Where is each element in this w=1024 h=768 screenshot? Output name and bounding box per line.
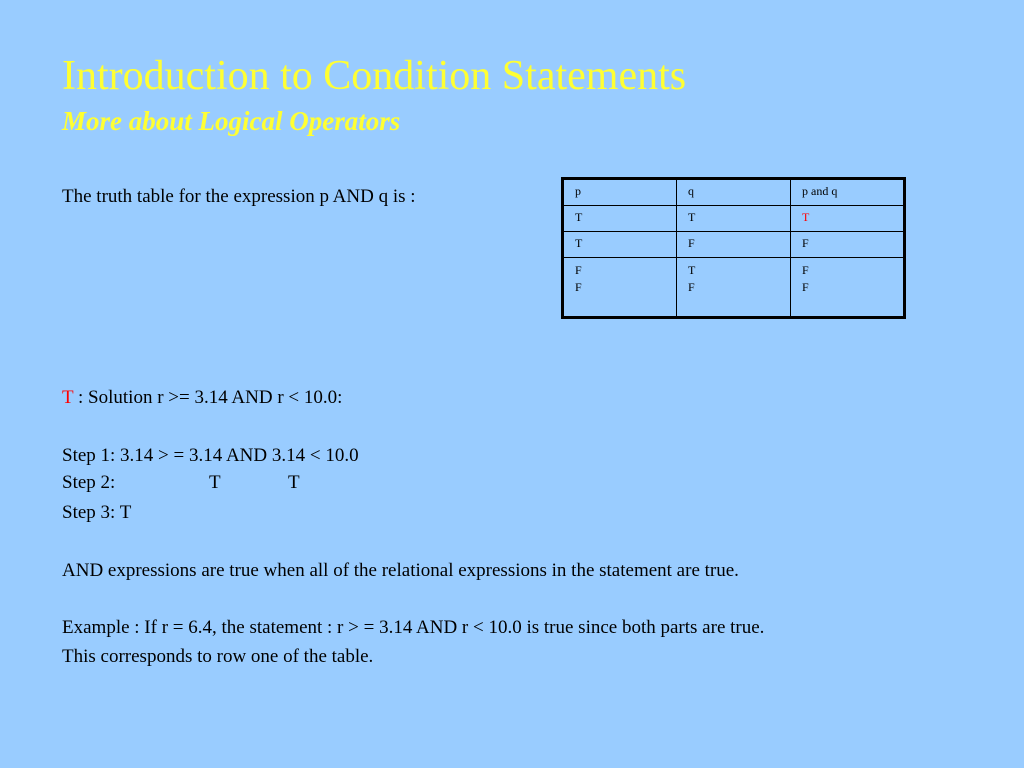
solution-line bbox=[62, 387, 342, 409]
header-cell-p: p bbox=[563, 179, 677, 206]
slide-title: Introduction to Condition Statements bbox=[62, 53, 687, 99]
header-cell-q: q bbox=[677, 179, 791, 206]
explanation-text: AND expressions are true when all of the relational expressions in the statement are true. bbox=[62, 560, 739, 581]
cell-line: T bbox=[688, 263, 696, 277]
table-cell: T bbox=[563, 232, 677, 258]
cell-line: F bbox=[688, 280, 695, 294]
truth-table bbox=[561, 177, 906, 319]
table-cell bbox=[563, 258, 677, 318]
table-cell bbox=[791, 258, 905, 318]
step-2-value-2: T bbox=[288, 472, 300, 493]
table-cell-highlighted: T bbox=[791, 206, 905, 232]
table-cell: F bbox=[791, 232, 905, 258]
solution-marker: T bbox=[62, 387, 74, 408]
header-cell-p-and-q: p and q bbox=[791, 179, 905, 206]
table-row bbox=[563, 232, 905, 258]
table-cell: T bbox=[677, 206, 791, 232]
step-2-label: Step 2: bbox=[62, 472, 116, 493]
table-header-row bbox=[563, 179, 905, 206]
example-line-2: This corresponds to row one of the table. bbox=[62, 646, 374, 667]
table-row bbox=[563, 206, 905, 232]
step-2-value-1: T bbox=[209, 472, 221, 493]
step-2 bbox=[62, 472, 422, 496]
table-cell: F bbox=[677, 232, 791, 258]
slide-subtitle: More about Logical Operators bbox=[62, 106, 401, 136]
cell-line: F bbox=[802, 280, 809, 294]
step-3: Step 3: T bbox=[62, 502, 132, 523]
cell-line: F bbox=[575, 280, 582, 294]
cell-line: F bbox=[802, 263, 809, 277]
table-row bbox=[563, 258, 905, 318]
cell-line: F bbox=[575, 263, 582, 277]
solution-text: : Solution r >= 3.14 AND r < 10.0: bbox=[73, 387, 343, 408]
step-1: Step 1: 3.14 > = 3.14 AND 3.14 < 10.0 bbox=[62, 445, 359, 466]
table-cell: T bbox=[563, 206, 677, 232]
table-cell bbox=[677, 258, 791, 318]
intro-text: The truth table for the expression p AND q is : bbox=[62, 186, 416, 207]
example-line-1: Example : If r = 6.4, the statement : r > = 3.14 AND r < 10.0 is true since both parts are true. bbox=[62, 617, 765, 638]
